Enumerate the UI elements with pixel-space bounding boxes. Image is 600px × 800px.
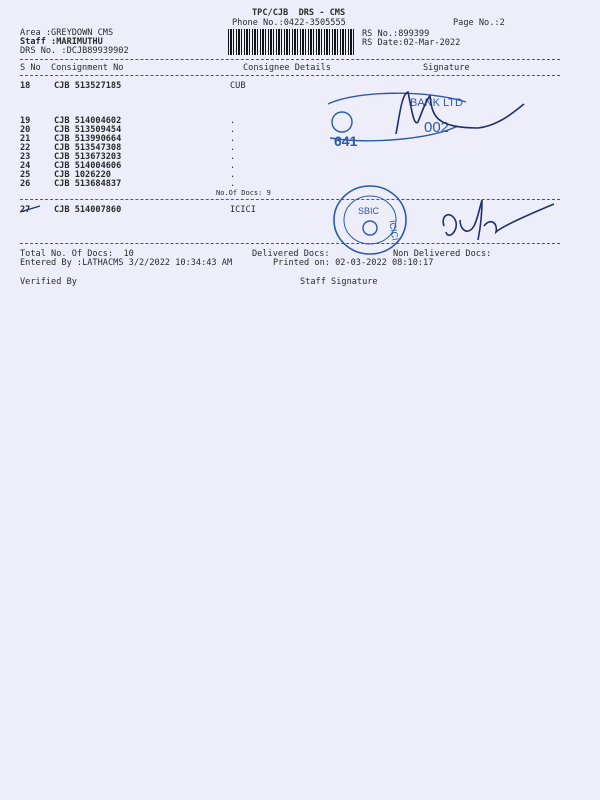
- strike-mark-icon: [18, 202, 42, 216]
- stamp-center-text: SBIC: [358, 206, 380, 216]
- second-signature-icon: [438, 196, 558, 246]
- divider: [20, 75, 560, 76]
- stamp-bank-text: BANK LTD: [410, 97, 463, 109]
- column-header-consignment: Consignment No: [51, 63, 124, 73]
- row-sno: 20: [20, 125, 31, 135]
- verified-by: Verified By: [20, 277, 77, 287]
- rs-date: RS Date:02-Mar-2022: [362, 38, 461, 48]
- row-consignment: CJB 1026220: [54, 170, 111, 180]
- row-details: .: [230, 179, 236, 189]
- column-header-consignee: Consignee Details: [243, 63, 331, 73]
- entered-by: Entered By :LATHACMS 3/2/2022 10:34:43 AM: [20, 258, 233, 268]
- row-consignment: CJB 514007860: [54, 205, 122, 215]
- row-details: .: [230, 143, 236, 153]
- column-header-signature: Signature: [423, 63, 470, 73]
- row-sno: 18: [20, 81, 31, 91]
- row-details: .: [230, 125, 236, 135]
- row-sno: 26: [20, 179, 31, 189]
- bank-stamp-icon: [318, 82, 528, 152]
- phone-number: Phone No.:0422-3505555: [232, 18, 346, 28]
- staff-signature-label: Staff Signature: [300, 277, 378, 287]
- row-details: .: [230, 152, 236, 162]
- row-details: .: [230, 116, 236, 126]
- row-details: .: [230, 161, 236, 171]
- group-doc-count: No.Of Docs: 9: [216, 189, 271, 197]
- document-title: TPC/CJB DRS - CMS: [252, 8, 346, 18]
- stamp-bank-name: ICICI: [387, 219, 401, 242]
- total-docs: Total No. Of Docs: 10: [20, 249, 134, 259]
- row-sno: 21: [20, 134, 31, 144]
- row-sno: 23: [20, 152, 31, 162]
- row-consignment: CJB 513547308: [54, 143, 122, 153]
- row-sno: 25: [20, 170, 31, 180]
- row-consignment: CJB 513673203: [54, 152, 122, 162]
- row-sno: 22: [20, 143, 31, 153]
- row-consignment: CJB 513684837: [54, 179, 122, 189]
- divider: [20, 59, 560, 60]
- drs-number: DRS No. :DCJB89939902: [20, 46, 129, 56]
- staff-label: Staff :MARIMUTHU: [20, 37, 103, 47]
- area-label: Area :GREYDOWN CMS: [20, 28, 114, 38]
- rs-number: RS No.:899399: [362, 29, 430, 39]
- printed-on: Printed on: 02-03-2022 08:10:17: [273, 258, 434, 268]
- non-delivered-docs: Non Delivered Docs:: [393, 249, 492, 259]
- row-details: .: [230, 134, 236, 144]
- barcode: [228, 29, 354, 55]
- row-consignment: CJB 513527185: [54, 81, 122, 91]
- row-details: .: [230, 170, 236, 180]
- row-details: CUB: [230, 81, 246, 91]
- page-number: Page No.:2: [453, 18, 505, 28]
- row-details: ICICI: [230, 205, 256, 215]
- row-consignment: CJB 514004602: [54, 116, 122, 126]
- row-consignment: CJB 513509454: [54, 125, 122, 135]
- row-sno: 24: [20, 161, 31, 171]
- row-consignment: CJB 514004606: [54, 161, 122, 171]
- row-consignment: CJB 513990664: [54, 134, 122, 144]
- row-sno: 19: [20, 116, 31, 126]
- column-header-sno: S No: [20, 63, 41, 73]
- delivered-docs: Delivered Docs:: [252, 249, 330, 259]
- stamp-tail: 002: [424, 119, 450, 136]
- row-sno: 27: [20, 205, 31, 215]
- stamp-number: 641: [334, 133, 358, 149]
